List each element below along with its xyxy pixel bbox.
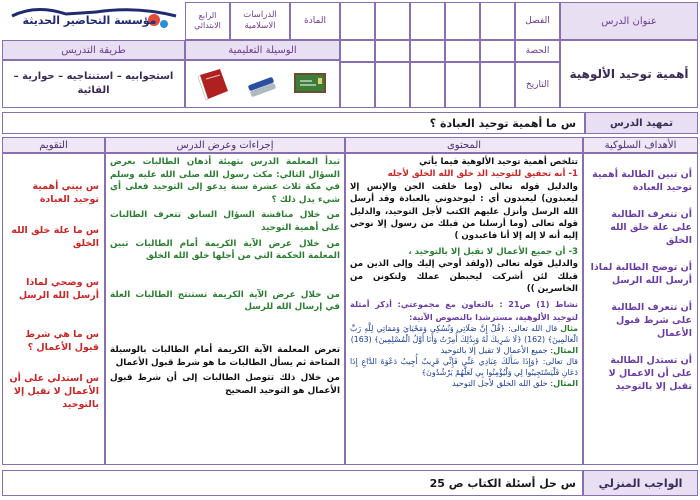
goals-column — [583, 153, 698, 465]
content-point-1-body: والدليل قوله تعالى (وما خلقت الجن والإنس إلا ليعبدون) ليعبدون أي : ليوحدوني بالعبادة وقد أرسل الله الرسل وأنزل عليهم الكتب لأجل التوحيد، والدليل قوله تعالى (وما أرسلنا من قبلك من رسول إلا نوحي إليه أنه لا إله إلا أنا فاعبدون ) — [350, 181, 578, 242]
period-cell-3 — [410, 40, 445, 62]
procedures-column — [105, 153, 345, 465]
chapter-label: الفصل — [515, 2, 560, 40]
period-cell-1 — [480, 40, 515, 62]
date-cell-2 — [445, 62, 480, 108]
book-icon — [196, 67, 232, 101]
chapter-cell-3 — [410, 2, 445, 40]
content-example-2: المثال: جميع الأعمال لا تقبل إلا بالتوحيد — [440, 345, 578, 356]
chapter-cell-1 — [480, 2, 515, 40]
teaching-aid-label: الوسيلة التعليمية — [185, 40, 340, 60]
period-cell-5 — [340, 40, 375, 62]
chapter-cell-4 — [375, 2, 410, 40]
goal-item: أن تتعرف الطالبة على علة خلق الله الخلق — [610, 209, 692, 246]
goal-item: أن تتعرف الطالبة على شرط قبول الأعمال — [611, 302, 692, 339]
goals-header: الأهداف السلوكية — [583, 137, 698, 153]
procedure-step: تعرض المعلمة الآية الكريمة أمام الطالبات بالوسيلة المتاحة ثم يسأل الطالبات ما هو شرط قبول الأعمال — [110, 344, 340, 368]
period-cell-2 — [445, 40, 480, 62]
procedure-step: تبدأ المعلمة الدرس بتهيئة أذهان الطالبات بعرض السؤال التالي: مكث رسول الله صلى الله عليه وسلم في مكة ثلاث عشرة سنة يدعو إلى التوحيد فعلى أي شيء يدل ذلك ؟ — [110, 157, 340, 205]
logo-text: مؤسسة التحاضير الحديثة — [22, 14, 157, 27]
homework-label: الواجب المنزلي — [583, 470, 698, 496]
subject-label: المادة — [290, 2, 340, 40]
evaluation-question: س استدلي على أن الأعمال لا تقبل إلا بالتوحيد — [9, 373, 99, 410]
content-intro: تتلخص أهمية توحيد الألوهية فيما يأتي — [419, 157, 578, 167]
teaching-aid-images — [185, 60, 340, 108]
chapter-cell-2 — [445, 2, 480, 40]
chalkboard-icon — [294, 73, 326, 95]
content-point-3-body: والدليل قوله تعالى ((ولقد أوحي إليك وإلى الذين من قبلك لئن أشركت ليحبطن عملك ولتكونن من الخاسرين )) — [350, 259, 578, 295]
procedure-step: من خلال عرض الآية الكريمة أمام الطالبات تبين المعلمة الحكمة التي من أجلها خلق الله الخلق — [110, 238, 340, 262]
evaluation-question: س وضحي لماذا أرسل الله الرسل — [18, 277, 99, 301]
content-point-3-title: 3- أن جميع الأعمال لا تقبل إلا بالتوحيد ، — [408, 246, 578, 257]
goal-item: أن تستدل الطالبة على أن الاعمال لا تقبل إلا بالتوحيد — [608, 355, 692, 392]
procedures-header: إجراءات وعرض الدرس — [105, 137, 345, 153]
date-cell-1 — [480, 62, 515, 108]
date-cell-4 — [375, 62, 410, 108]
content-example-1: مثال قال الله تعالى: ﴿قُلْ إِنَّ صَلَاتِي وَنُسُكِي وَمَحْيَايَ وَمَمَاتِي لِلَّهِ رَبِّ الْعَالَمِينَ﴾ (162) ﴿لَا شَرِيكَ لَهُ وَبِذَٰلِكَ أُمِرْتُ وَأَنَا أَوَّلُ الْمُسْلِمِينَ﴾ (163) — [350, 324, 578, 345]
evaluation-header: التقويم — [2, 137, 105, 153]
subject-value: الدراسات الاسلامية — [230, 2, 290, 40]
teaching-method-label: طريقة التدريس — [2, 40, 185, 60]
markers-icon — [246, 71, 280, 99]
evaluation-question: س ما هي شرط قبول الأعمال ؟ — [25, 329, 99, 353]
logo — [2, 2, 185, 40]
date-cell-3 — [410, 62, 445, 108]
content-column — [345, 153, 583, 465]
lesson-title-label: عنوان الدرس — [560, 2, 698, 40]
date-label: التاريخ — [515, 62, 560, 108]
period-cell-4 — [375, 40, 410, 62]
content-example-3: قال تعالى: ﴿وَإِذَا سَأَلَكَ عِبَادِي عَنِّي فَإِنِّي قَرِيبٌ أُجِيبُ دَعْوَةَ الدَّاعِ إِذَا دَعَانِ فَلْيَسْتَجِيبُوا لِي وَلْيُؤْمِنُوا بِي لَعَلَّهُمْ يَرْشُدُونَ﴾ — [350, 357, 578, 378]
intro-label: تمهيد الدرس — [585, 112, 698, 134]
content-header: المحتوى — [345, 137, 583, 153]
intro-question: س ما أهمية توحيد العبادة ؟ — [2, 112, 585, 134]
procedure-step: من خلال مناقشة السؤال السابق تتعرف الطالبات على أهمية التوحيد — [110, 210, 340, 233]
procedure-step: من خلال ذلك تتوصل الطالبات إلى أن شرط قبول الأعمال هو التوحيد الصحيح — [110, 373, 340, 396]
content-activity: نشاط (1) ص21 : بالتعاون مع مجموعتي: أذكر أمثلة لتوحيد الألوهية، مسترشدا بالنصوص الآتية: — [350, 299, 578, 322]
homework-text: س حل أسئلة الكتاب ص 25 — [2, 470, 583, 496]
period-label: الحصة — [515, 40, 560, 62]
teaching-method-value: استجوابيه – استنتاجيه – حوارية – القائية — [2, 60, 185, 108]
evaluation-question: س ما علة خلق الله الخلق — [11, 225, 99, 249]
lesson-title: أهمية توحيد الألوهية — [560, 40, 698, 108]
goal-item: أن تبين الطالبة أهمية توحيد العبادة — [592, 169, 692, 193]
evaluation-column — [2, 153, 105, 465]
date-cell-5 — [340, 62, 375, 108]
goal-item: أن توضح الطالبة لماذا أرسل الله الرسل — [590, 262, 692, 286]
content-point-1-title: 1- أنه تحقيق للتوحيد الذ خلق الله الخلق لأجله — [387, 169, 578, 180]
grade-value: الرابع الابتدائي — [185, 2, 230, 40]
procedure-step: من خلال عرض الآية الكريمة تستنتج الطالبات العلة في إرسال الله للرسل — [110, 289, 340, 313]
content-example-4: المثال: خلق الله الخلق لأجل التوحيد — [452, 378, 578, 389]
chapter-cell-5 — [340, 2, 375, 40]
evaluation-question: س بيني أهمية توحيد العبادة — [32, 181, 99, 205]
